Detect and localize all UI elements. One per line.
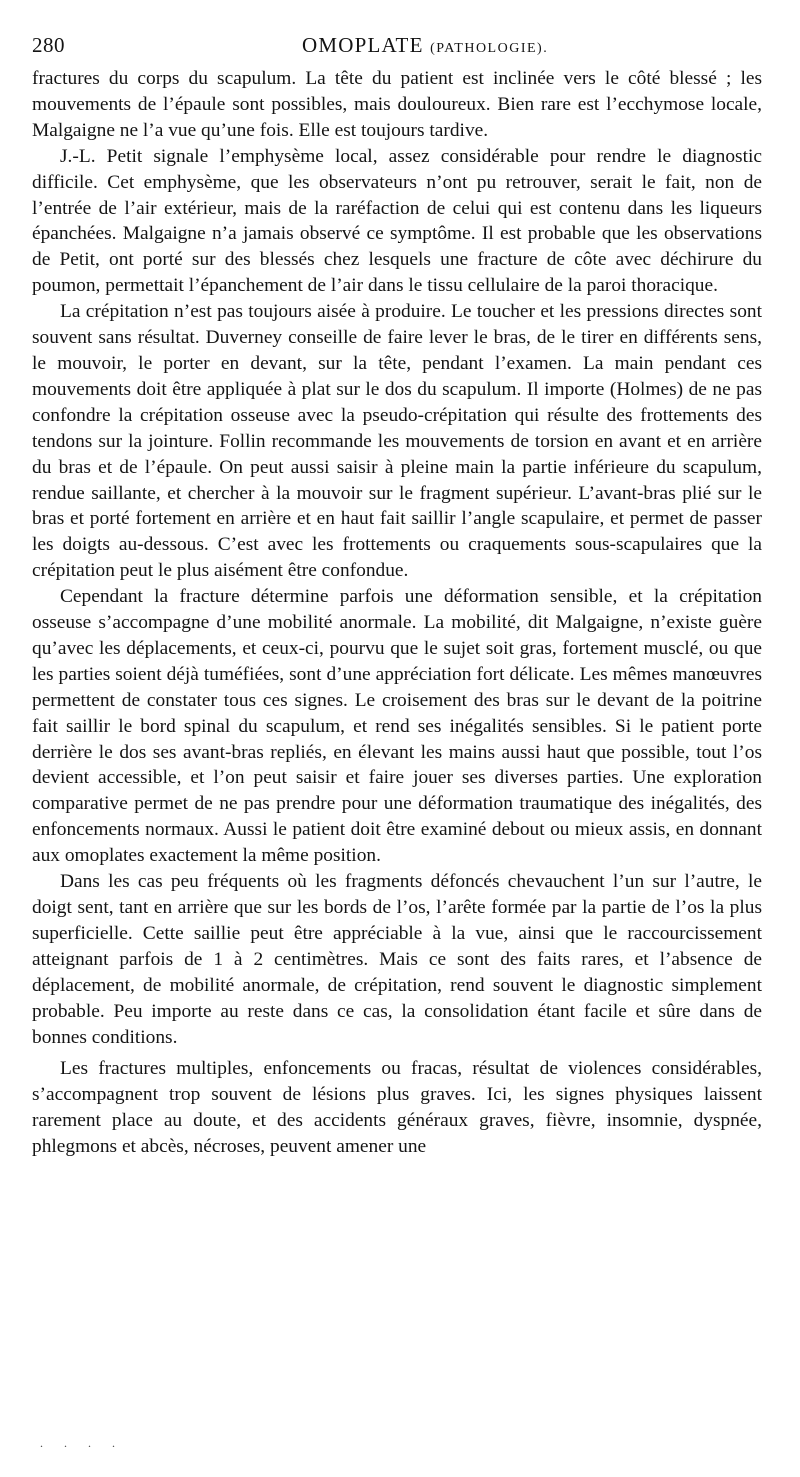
paragraph-crepitation: La crépitation n’est pas toujours aisée à produire. Le toucher et les pressions directes sont souvent sans résultat. Duverney conseille de faire lever le bras, de le tirer en différents sens, le mouvoir, le porter en devant, sur la tête, pendant l’examen. La main pendant ces mouvements doit être appliquée à plat sur le dos du scapulum. Il importe (Holmes) de ne pas confondre la crépitation osseuse avec la pseudo-crépitation qui résulte des frottements des tendons sur la jointure. Follin recommande les mouvements de torsion en avant et en arrière du bras et de l’épaule. On peut aussi saisir à pleine main la partie inférieure du scapulum, rendue saillante, et chercher à la mouvoir sur le fragment supérieur. L’avant-bras plié sur le bras et porté fortement en arrière et en haut fait saillir l’angle scapulaire, et permet de passer les doigts au-dessous. C’est avec les frottements ou craquements sous-scapulaires que la crépitation peut le plus aisément être confondue. [32, 301, 762, 582]
paragraph-fragments: Dans les cas peu fréquents où les fragments défoncés chevauchent l’un sur l’autre, le doigt sent, tant en arrière que sur les bords de l’os, l’arête formée par la partie de l’os la plus superficielle. Cette saillie peut être appréciable à la vue, ainsi que le raccourcissement atteignant parfois de 1 à 2 centimètres. Mais ce sont des faits rares, et l’absence de déplacement, de mobilité anormale, de crépitation, rend souvent le diagnostic simplement probable. Peu importe au reste dans ce cas, la consolidation étant facile et sûre dans de bonnes conditions. [32, 871, 762, 1048]
paragraph-emphysema: J.-L. Petit signale l’emphysème local, assez considérable pour rendre le diagnostic difficile. Cet emphysème, que les observateurs n’ont pu retrouver, serait le fait, non de l’entrée de l’air extérieur, mais de la raréfaction de celui qui est contenu dans les liqueurs épanchées. Malgaigne n’a jamais observé ce symptôme. Il est probable que les observations de Petit, ont porté sur des blessés chez lesquels une fracture de côte avec déchirure du poumon, permettait l’épanchement de l’air dans le tissu cellulaire de la paroi thoracique. [32, 145, 762, 297]
running-title [302, 30, 548, 64]
running-title-subtitle: (PATHOLOGIE). [430, 41, 549, 56]
running-title-main: OMOPLATE [302, 33, 424, 57]
footer-marks: . . . . [40, 1436, 124, 1450]
body-text [32, 66, 762, 1160]
paragraph-continuation: fractures du corps du scapulum. La tête du patient est inclinée vers le côté blessé ; les mouvements de l’épaule sont possibles, mais douloureux. Bien rare est l’ecchymose locale, Malgaigne ne l’a vue qu’une fois. Elle est toujours tardive. [32, 68, 762, 141]
page-number: 280 [32, 33, 65, 57]
running-head [32, 30, 762, 60]
paragraph-deformation: Cependant la fracture détermine parfois une déformation sensible, et la crépitation osseuse s’accompagne d’une mobilité anormale. La mobilité, dit Malgaigne, n’existe guère qu’avec les déplacements, et ceux-ci, pourvu que le sujet soit gras, fortement musclé, ou que les parties soient déjà tuméfiées, sont d’une appréciation fort délicate. Les mêmes manœuvres permettent de constater tous ces signes. Le croisement des bras sur le devant de la poitrine fait saillir le bord spinal du scapulum, et rend ses inégalités sensibles. Si le patient porte derrière le dos ses avant-bras repliés, en élevant les mains aussi haut que possible, tout l’os devient accessible, et l’on peut saisir et faire jouer ses diverses parties. Une exploration comparative permet de ne pas prendre pour une déformation traumatique des inégalités, des enfoncements normaux. Aussi le patient doit être examiné debout ou mieux assis, en donnant aux omoplates exactement la même position. [32, 586, 762, 867]
paragraph-multiple-fractures: Les fractures multiples, enfoncements ou fracas, résultat de violences considérables, s’accompagnent trop souvent de lésions plus graves. Ici, les signes physiques laissent rarement place au doute, et des accidents généraux graves, fièvre, insomnie, dyspnée, phlegmons et abcès, nécroses, peuvent amener une [32, 1058, 762, 1158]
